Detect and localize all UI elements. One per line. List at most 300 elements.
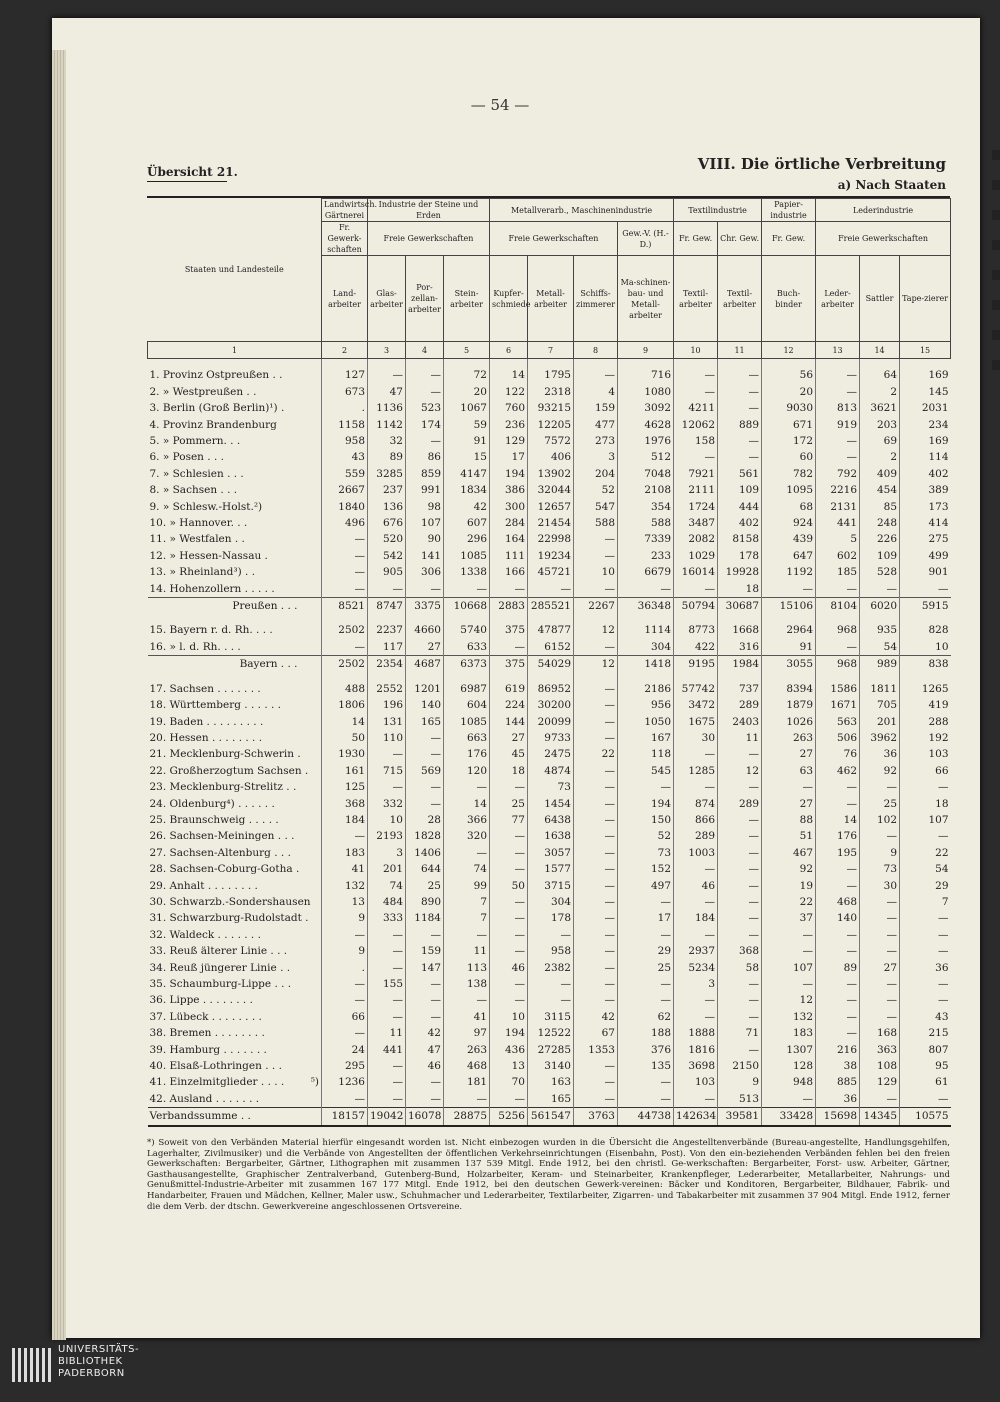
row-label: 17. Sachsen . . . . . . . — [149, 682, 261, 695]
table-cell: 4211 — [674, 400, 718, 416]
table-cell: 12657 — [528, 499, 574, 515]
table-cell: 402 — [718, 515, 762, 531]
table-cell: 64 — [860, 367, 900, 383]
table-cell: 192 — [900, 730, 951, 746]
row-footnote-mark — [308, 845, 322, 861]
table-cell: 569 — [406, 763, 444, 779]
spacer-row — [148, 359, 951, 368]
row-footnote-mark — [308, 499, 322, 515]
table-cell: 128 — [762, 1058, 816, 1074]
column-number: 6 — [490, 342, 528, 359]
table-cell: — — [574, 878, 618, 894]
table-row — [148, 417, 951, 433]
table-cell: 3092 — [618, 400, 674, 416]
table-cell: 468 — [444, 1058, 490, 1074]
table-cell: 145 — [900, 384, 951, 400]
table-cell: 57742 — [674, 681, 718, 697]
table-cell: 163 — [528, 1074, 574, 1090]
table-cell: 1816 — [674, 1042, 718, 1058]
table-cell: — — [574, 763, 618, 779]
table-cell: 3698 — [674, 1058, 718, 1074]
table-cell: 375 — [490, 622, 528, 638]
row-label: 21. Mecklenburg-Schwerin . — [149, 748, 301, 761]
table-cell: 36 — [900, 960, 951, 976]
table-cell: 9195 — [674, 656, 718, 673]
table-cell: 838 — [900, 656, 951, 673]
table-cell: 9733 — [528, 730, 574, 746]
table-row — [148, 1058, 951, 1074]
table-cell: 18 — [718, 581, 762, 598]
row-label: 6. » Posen . . . — [149, 451, 224, 464]
table-cell: 1029 — [674, 548, 718, 564]
table-cell: 285521 — [528, 598, 574, 615]
table-cell: — — [816, 449, 860, 465]
table-cell: — — [718, 449, 762, 465]
table-cell: — — [406, 1074, 444, 1090]
table-cell: 375 — [490, 656, 528, 673]
table-cell: 56 — [762, 367, 816, 383]
table-cell: 561 — [718, 466, 762, 482]
table-cell: — — [574, 845, 618, 861]
table-cell: — — [490, 779, 528, 795]
table-cell: 354 — [618, 499, 674, 515]
table-cell: 12 — [574, 656, 618, 673]
column-number: 8 — [574, 342, 618, 359]
table-cell: — — [444, 845, 490, 861]
table-cell: 1085 — [444, 548, 490, 564]
table-cell: 107 — [406, 515, 444, 531]
table-cell: — — [900, 927, 951, 943]
row-footnote-mark — [308, 812, 322, 828]
table-cell: 924 — [762, 515, 816, 531]
column-header: Textil-arbeiter — [674, 256, 718, 342]
table-cell: 98 — [406, 499, 444, 515]
table-cell: — — [674, 861, 718, 877]
table-cell: 402 — [900, 466, 951, 482]
group-header: Papier-industrie — [762, 199, 816, 222]
table-cell: — — [574, 639, 618, 656]
table-cell: 1353 — [574, 1042, 618, 1058]
column-header: Kupfer-schmiede — [490, 256, 528, 342]
table-cell: 25 — [618, 960, 674, 976]
table-cell: 9030 — [762, 400, 816, 416]
table-cell: 147 — [406, 960, 444, 976]
table-row — [148, 1091, 951, 1108]
row-label: 30. Schwarzb.-Sondershausen — [149, 895, 311, 908]
row-label: 22. Großherzogtum Sachsen . — [149, 764, 309, 777]
table-cell: 2475 — [528, 746, 574, 762]
table-cell: — — [618, 779, 674, 795]
table-cell: — — [816, 796, 860, 812]
row-footnote-mark — [308, 598, 322, 615]
table-cell: 644 — [406, 861, 444, 877]
table-cell: 2382 — [528, 960, 574, 976]
table-cell: 233 — [618, 548, 674, 564]
table-cell: 3715 — [528, 878, 574, 894]
row-label: 10. » Hannover. . . — [149, 517, 248, 530]
table-cell: 3285 — [368, 466, 406, 482]
table-cell: 289 — [674, 828, 718, 844]
table-row — [148, 796, 951, 812]
table-cell: 169 — [900, 367, 951, 383]
table-cell: 1201 — [406, 681, 444, 697]
table-cell: — — [490, 927, 528, 943]
table-cell: 107 — [900, 812, 951, 828]
table-cell: 454 — [860, 482, 900, 498]
table-row — [148, 449, 951, 465]
table-cell: 671 — [762, 417, 816, 433]
table-cell: 136 — [368, 499, 406, 515]
table-row — [148, 943, 951, 959]
table-cell: 66 — [900, 763, 951, 779]
table-cell: 46 — [406, 1058, 444, 1074]
table-cell: 167 — [618, 730, 674, 746]
table-cell: 6373 — [444, 656, 490, 673]
row-label: 33. Reuß älterer Linie . . . — [149, 945, 288, 958]
row-footnote-mark — [308, 714, 322, 730]
table-cell: 1671 — [816, 697, 860, 713]
table-cell: 127 — [322, 367, 368, 383]
table-cell: — — [718, 746, 762, 762]
table-cell: 38 — [816, 1058, 860, 1074]
facing-page-edge — [992, 150, 1000, 390]
table-cell: 2667 — [322, 482, 368, 498]
table-cell: 43 — [322, 449, 368, 465]
table-cell: 58 — [718, 960, 762, 976]
table-cell: — — [718, 894, 762, 910]
table-cell: — — [368, 1009, 406, 1025]
table-cell: — — [528, 581, 574, 598]
table-cell: 159 — [406, 943, 444, 959]
group-header: Textilindustrie — [674, 199, 762, 222]
table-cell: 3621 — [860, 400, 900, 416]
table-cell: 604 — [444, 697, 490, 713]
table-cell: 73 — [618, 845, 674, 861]
table-cell: 1265 — [900, 681, 951, 697]
table-cell: 905 — [368, 564, 406, 580]
table-cell: 224 — [490, 697, 528, 713]
table-cell: 77 — [490, 812, 528, 828]
row-footnote-mark — [308, 466, 322, 482]
table-cell: 2108 — [618, 482, 674, 498]
row-footnote-mark — [308, 1042, 322, 1058]
table-cell: 2082 — [674, 531, 718, 547]
table-cell: 27285 — [528, 1042, 574, 1058]
table-cell: 22 — [900, 845, 951, 861]
group-header: Landwirtsch. Gärtnerei — [322, 199, 368, 222]
table-cell: — — [860, 828, 900, 844]
table-cell: 673 — [322, 384, 368, 400]
table-cell: 19 — [762, 878, 816, 894]
table-cell: 63 — [762, 763, 816, 779]
table-cell: — — [718, 828, 762, 844]
table-cell: — — [674, 992, 718, 1008]
table-cell: 1984 — [718, 656, 762, 673]
table-cell: 204 — [574, 466, 618, 482]
table-cell: 16014 — [674, 564, 718, 580]
table-cell: 168 — [860, 1025, 900, 1041]
table-cell: 30200 — [528, 697, 574, 713]
column-number: 12 — [762, 342, 816, 359]
table-cell: 20 — [762, 384, 816, 400]
row-label: 23. Mecklenburg-Strelitz . . — [149, 781, 297, 794]
table-cell: — — [406, 976, 444, 992]
table-cell: 1930 — [322, 746, 368, 762]
table-cell: — — [444, 927, 490, 943]
table-cell: 304 — [528, 894, 574, 910]
table-cell: — — [490, 894, 528, 910]
subgroup-header: Freie Gewerkschaften — [816, 222, 951, 256]
table-cell: 792 — [816, 466, 860, 482]
table-cell: — — [574, 976, 618, 992]
table-cell: — — [490, 845, 528, 861]
row-label: 24. Oldenburg⁴) . . . . . . — [149, 797, 275, 810]
table-cell: — — [860, 1009, 900, 1025]
table-cell: 561547 — [528, 1108, 574, 1126]
page-edges — [52, 50, 66, 1340]
table-cell: 296 — [444, 531, 490, 547]
table-cell: 513 — [718, 1091, 762, 1108]
table-cell: 890 — [406, 894, 444, 910]
table-cell: 15106 — [762, 598, 816, 615]
table-cell: 120 — [444, 763, 490, 779]
table-cell: — — [816, 384, 860, 400]
table-cell: 54 — [900, 861, 951, 877]
row-label: Bayern . . . — [148, 656, 308, 673]
row-label: 13. » Rheinland³) . . — [149, 566, 256, 579]
table-cell: 8747 — [368, 598, 406, 615]
table-cell: — — [574, 943, 618, 959]
table-cell: — — [674, 894, 718, 910]
row-label: 35. Schaumburg-Lippe . . . — [149, 978, 292, 991]
table-cell: 36 — [816, 1091, 860, 1108]
column-number: 7 — [528, 342, 574, 359]
table-cell: 176 — [444, 746, 490, 762]
table-cell: 705 — [860, 697, 900, 713]
table-row — [148, 894, 951, 910]
row-label: Verbandssumme . . — [148, 1108, 308, 1126]
table-cell: 3472 — [674, 697, 718, 713]
table-cell: 42 — [444, 499, 490, 515]
table-cell: 27 — [860, 960, 900, 976]
table-cell: 129 — [490, 433, 528, 449]
table-cell: — — [528, 927, 574, 943]
table-cell: — — [368, 1074, 406, 1090]
table-cell: 2216 — [816, 482, 860, 498]
table-cell: — — [900, 910, 951, 926]
row-label: 40. Elsaß-Lothringen . . . — [149, 1060, 282, 1073]
table-cell: 919 — [816, 417, 860, 433]
table-cell: 158 — [674, 433, 718, 449]
table-cell: 874 — [674, 796, 718, 812]
table-cell: 173 — [900, 499, 951, 515]
row-footnote-mark — [308, 697, 322, 713]
table-cell: 108 — [860, 1058, 900, 1074]
table-cell: — — [860, 779, 900, 795]
table-cell: 989 — [860, 656, 900, 673]
table-cell: — — [816, 943, 860, 959]
table-cell: — — [406, 433, 444, 449]
table-cell: 520 — [368, 531, 406, 547]
table-row — [148, 466, 951, 482]
table-row — [148, 581, 951, 598]
table-cell: 54 — [860, 639, 900, 656]
table-cell: 496 — [322, 515, 368, 531]
table-cell: — — [860, 976, 900, 992]
row-label: 4. Provinz Brandenburg — [149, 418, 277, 431]
table-cell: 958 — [322, 433, 368, 449]
table-cell: — — [490, 976, 528, 992]
table-cell: — — [406, 384, 444, 400]
column-number: 11 — [718, 342, 762, 359]
table-cell: — — [490, 910, 528, 926]
table-cell: 164 — [490, 531, 528, 547]
table-cell: 2883 — [490, 598, 528, 615]
table-cell: 607 — [444, 515, 490, 531]
group-header: Metallverarb., Maschinenindustrie — [490, 199, 674, 222]
table-cell: — — [444, 992, 490, 1008]
table-cell: — — [368, 943, 406, 959]
table-cell: . — [322, 400, 368, 416]
table-cell: — — [718, 927, 762, 943]
table-cell: 138 — [444, 976, 490, 992]
table-cell: 828 — [900, 622, 951, 638]
table-cell: 203 — [860, 417, 900, 433]
row-footnote-mark — [308, 943, 322, 959]
table-cell: 386 — [490, 482, 528, 498]
table-cell: 165 — [406, 714, 444, 730]
table-cell: 3375 — [406, 598, 444, 615]
table-cell: 3962 — [860, 730, 900, 746]
table-cell: 110 — [368, 730, 406, 746]
table-cell: 441 — [816, 515, 860, 531]
table-cell: 172 — [762, 433, 816, 449]
row-label: 36. Lippe . . . . . . . . — [149, 994, 253, 1007]
group-header: Lederindustrie — [816, 199, 951, 222]
table-cell: 441 — [368, 1042, 406, 1058]
table-cell: 5 — [816, 531, 860, 547]
table-cell: 968 — [816, 656, 860, 673]
table-row — [148, 433, 951, 449]
table-cell: — — [368, 992, 406, 1008]
table-cell: — — [406, 779, 444, 795]
table-cell: 12522 — [528, 1025, 574, 1041]
table-cell: 5740 — [444, 622, 490, 638]
subgroup-header: Freie Gewerkschaften — [368, 222, 490, 256]
row-label: 11. » Westfalen . . — [149, 533, 245, 546]
table-cell: — — [574, 992, 618, 1008]
table-cell: 813 — [816, 400, 860, 416]
table-cell: — — [574, 714, 618, 730]
row-footnote-mark — [308, 548, 322, 564]
table-cell: 131 — [368, 714, 406, 730]
table-cell: — — [574, 581, 618, 598]
table-cell: — — [322, 564, 368, 580]
table-cell: 15698 — [816, 1108, 860, 1126]
table-cell: 117 — [368, 639, 406, 656]
table-cell: 1307 — [762, 1042, 816, 1058]
table-cell: 125 — [322, 779, 368, 795]
table-cell: 737 — [718, 681, 762, 697]
table-cell: 14 — [444, 796, 490, 812]
table-cell: 1668 — [718, 622, 762, 638]
table-cell: 12 — [718, 763, 762, 779]
table-cell: 6152 — [528, 639, 574, 656]
column-number: 2 — [322, 342, 368, 359]
table-cell: 316 — [718, 639, 762, 656]
table-cell: 333 — [368, 910, 406, 926]
table-cell: 103 — [674, 1074, 718, 1090]
table-cell: 1811 — [860, 681, 900, 697]
table-id: Übersicht 21. — [147, 165, 238, 179]
table-cell: — — [490, 828, 528, 844]
table-cell: 8521 — [322, 598, 368, 615]
table-cell: — — [368, 367, 406, 383]
table-cell: — — [368, 746, 406, 762]
table-cell: 300 — [490, 499, 528, 515]
row-footnote-mark — [308, 417, 322, 433]
table-cell: — — [816, 861, 860, 877]
table-cell: 389 — [900, 482, 951, 498]
table-cell: 95 — [900, 1058, 951, 1074]
statistics-table — [147, 198, 951, 1127]
table-cell: — — [322, 581, 368, 598]
table-cell: 27 — [406, 639, 444, 656]
table-cell: 194 — [490, 1025, 528, 1041]
table-cell: — — [528, 976, 574, 992]
table-cell: 7 — [444, 910, 490, 926]
table-cell: 512 — [618, 449, 674, 465]
table-cell: — — [406, 746, 444, 762]
table-row — [148, 531, 951, 547]
row-footnote-mark — [308, 746, 322, 762]
column-header: Glas-arbeiter — [368, 256, 406, 342]
table-cell: 368 — [322, 796, 368, 812]
table-cell: 19234 — [528, 548, 574, 564]
table-cell: 263 — [444, 1042, 490, 1058]
table-cell: 547 — [574, 499, 618, 515]
table-cell: 109 — [860, 548, 900, 564]
table-row — [148, 1042, 951, 1058]
table-cell: 30687 — [718, 598, 762, 615]
table-cell: — — [718, 367, 762, 383]
row-footnote-mark — [308, 779, 322, 795]
table-cell: 1003 — [674, 845, 718, 861]
table-cell: 18 — [900, 796, 951, 812]
table-cell: 1136 — [368, 400, 406, 416]
row-label: 34. Reuß jüngerer Linie . . — [149, 961, 291, 974]
table-cell: 17 — [490, 449, 528, 465]
table-cell: 676 — [368, 515, 406, 531]
table-cell: 18 — [490, 763, 528, 779]
table-cell: 295 — [322, 1058, 368, 1074]
total-row — [148, 1108, 951, 1126]
table-cell: 52 — [574, 482, 618, 498]
table-cell: 155 — [368, 976, 406, 992]
table-cell: 3115 — [528, 1009, 574, 1025]
table-cell: 4628 — [618, 417, 674, 433]
table-cell: 67 — [574, 1025, 618, 1041]
row-footnote-mark — [308, 531, 322, 547]
table-cell: 195 — [816, 845, 860, 861]
table-row — [148, 828, 951, 844]
table-cell: — — [322, 927, 368, 943]
table-cell: 901 — [900, 564, 951, 580]
table-cell: — — [762, 976, 816, 992]
table-cell: 27 — [490, 730, 528, 746]
table-cell: 25 — [860, 796, 900, 812]
table-cell: — — [490, 943, 528, 959]
